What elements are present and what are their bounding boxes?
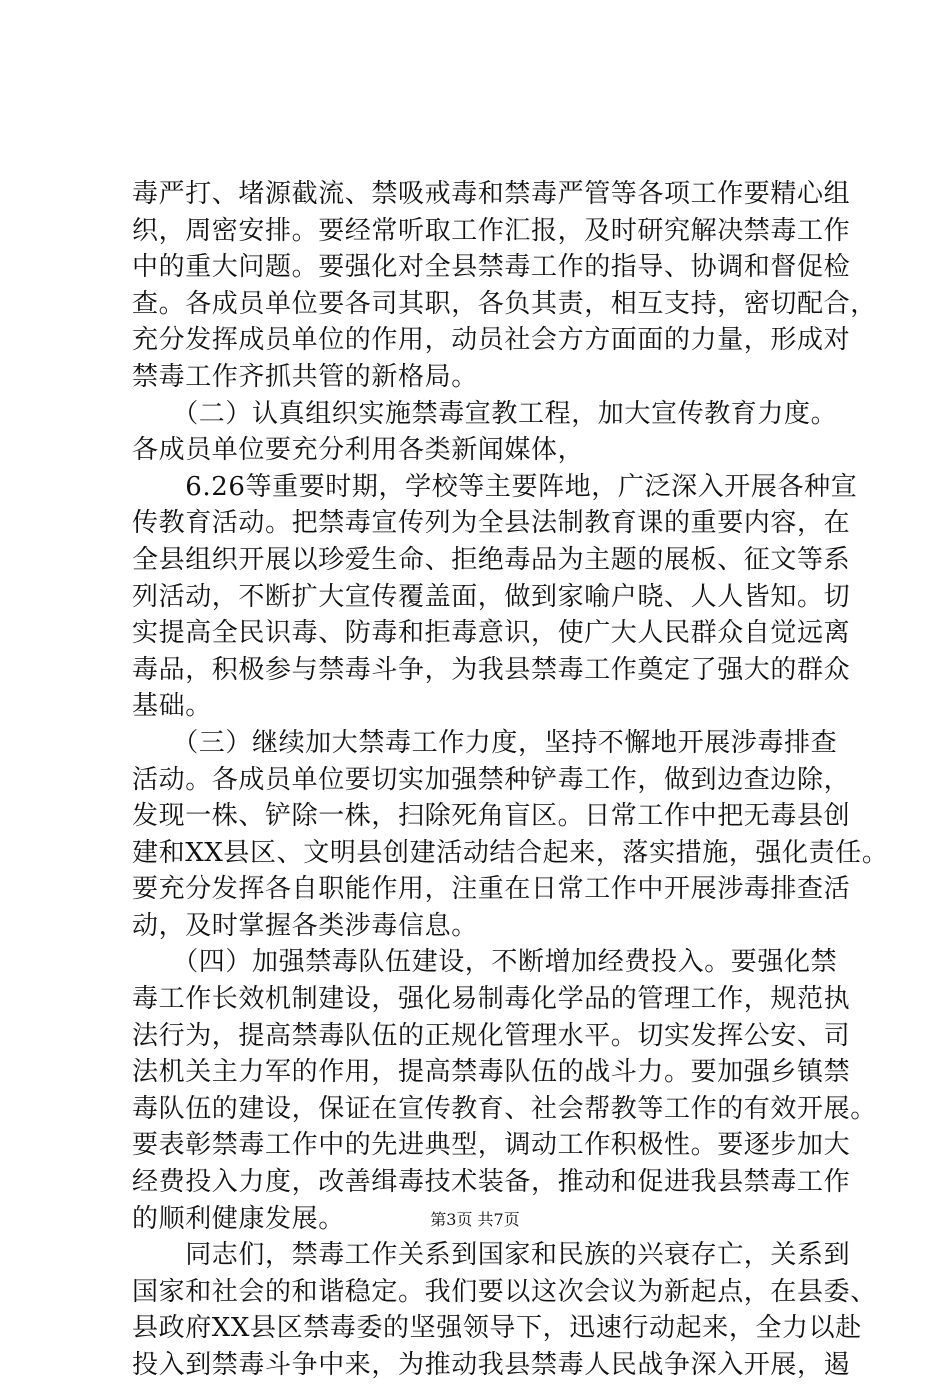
text-line: 禁毒工作齐抓共管的新格局。 — [132, 361, 478, 392]
text-line: 要表彰禁毒工作中的先进典型，调动工作积极性。要逐步加大 — [132, 1130, 851, 1161]
text-line: 毒队伍的建设，保证在宣传教育、社会帮教等工作的有效开展。 — [132, 1093, 877, 1124]
text-line: 全县组织开展以珍爱生命、拒绝毒品为主题的展板、征文等系 — [132, 544, 851, 575]
text-line: 织，周密安排。要经常听取工作汇报，及时研究解决禁毒工作 — [132, 215, 851, 246]
text-line: 基础。 — [132, 691, 212, 722]
text-line: 充分发挥成员单位的作用，动员社会方方面面的力量，形成对 — [132, 325, 851, 356]
text-line: 经费投入力度，改善缉毒技术装备，推动和促进我县禁毒工作 — [132, 1167, 851, 1198]
document-body — [132, 176, 889, 1384]
text-line: 县政府XX县区禁毒委的坚强领导下，迅速行动起来，全力以赴 — [132, 1313, 862, 1344]
text-line: 6.26等重要时期，学校等主要阵地，广泛深入开展各种宣 — [132, 471, 858, 502]
text-line: 各成员单位要充分利用各类新闻媒体， — [132, 435, 585, 466]
text-line: （四）加强禁毒队伍建设，不断增加经费投入。要强化禁 — [132, 947, 838, 978]
text-line: 实提高全民识毒、防毒和拒毒意识，使广大人民群众自觉远离 — [132, 618, 851, 649]
text-line: （二）认真组织实施禁毒宣教工程，加大宣传教育力度。 — [132, 398, 838, 429]
page-footer: 第3页 共7页 — [430, 1210, 520, 1229]
text-line: 查。各成员单位要各司其职，各负其责，相互支持，密切配合， — [132, 288, 877, 319]
text-line: 的顺利健康发展。 — [132, 1203, 345, 1234]
text-line: 动，及时掌握各类涉毒信息。 — [132, 910, 478, 941]
text-line: 传教育活动。把禁毒宣传列为全县法制教育课的重要内容，在 — [132, 508, 851, 539]
text-line: （三）继续加大禁毒工作力度，坚持不懈地开展涉毒排查 — [132, 727, 838, 758]
text-line: 法行为，提高禁毒队伍的正规化管理水平。切实发挥公安、司 — [132, 1020, 851, 1051]
text-line: 同志们，禁毒工作关系到国家和民族的兴衰存亡，关系到 — [132, 1240, 851, 1271]
text-line: 中的重大问题。要强化对全县禁毒工作的指导、协调和督促检 — [132, 252, 851, 283]
text-line: 建和XX县区、文明县创建活动结合起来，落实措施，强化责任。 — [132, 837, 889, 868]
text-line: 投入到禁毒斗争中来，为推动我县禁毒人民战争深入开展，遏 — [132, 1350, 851, 1380]
text-line: 国家和社会的和谐稳定。我们要以这次会议为新起点，在县委、 — [132, 1276, 877, 1307]
text-line: 毒品，积极参与禁毒斗争，为我县禁毒工作奠定了强大的群众 — [132, 654, 851, 685]
text-line: 毒严打、堵源截流、禁吸戒毒和禁毒严管等各项工作要精心组 — [132, 179, 851, 209]
text-line: 活动。各成员单位要切实加强禁种铲毒工作，做到边查边除， — [132, 764, 851, 795]
text-line: 列活动，不断扩大宣传覆盖面，做到家喻户晓、人人皆知。切 — [132, 581, 851, 612]
text-line: 毒工作长效机制建设，强化易制毒化学品的管理工作，规范执 — [132, 984, 851, 1015]
text-line: 发现一株、铲除一株，扫除死角盲区。日常工作中把无毒县创 — [132, 801, 851, 832]
text-line: 要充分发挥各自职能作用，注重在日常工作中开展涉毒排查活 — [132, 874, 851, 905]
text-line: 法机关主力军的作用，提高禁毒队伍的战斗力。要加强乡镇禁 — [132, 1057, 851, 1088]
